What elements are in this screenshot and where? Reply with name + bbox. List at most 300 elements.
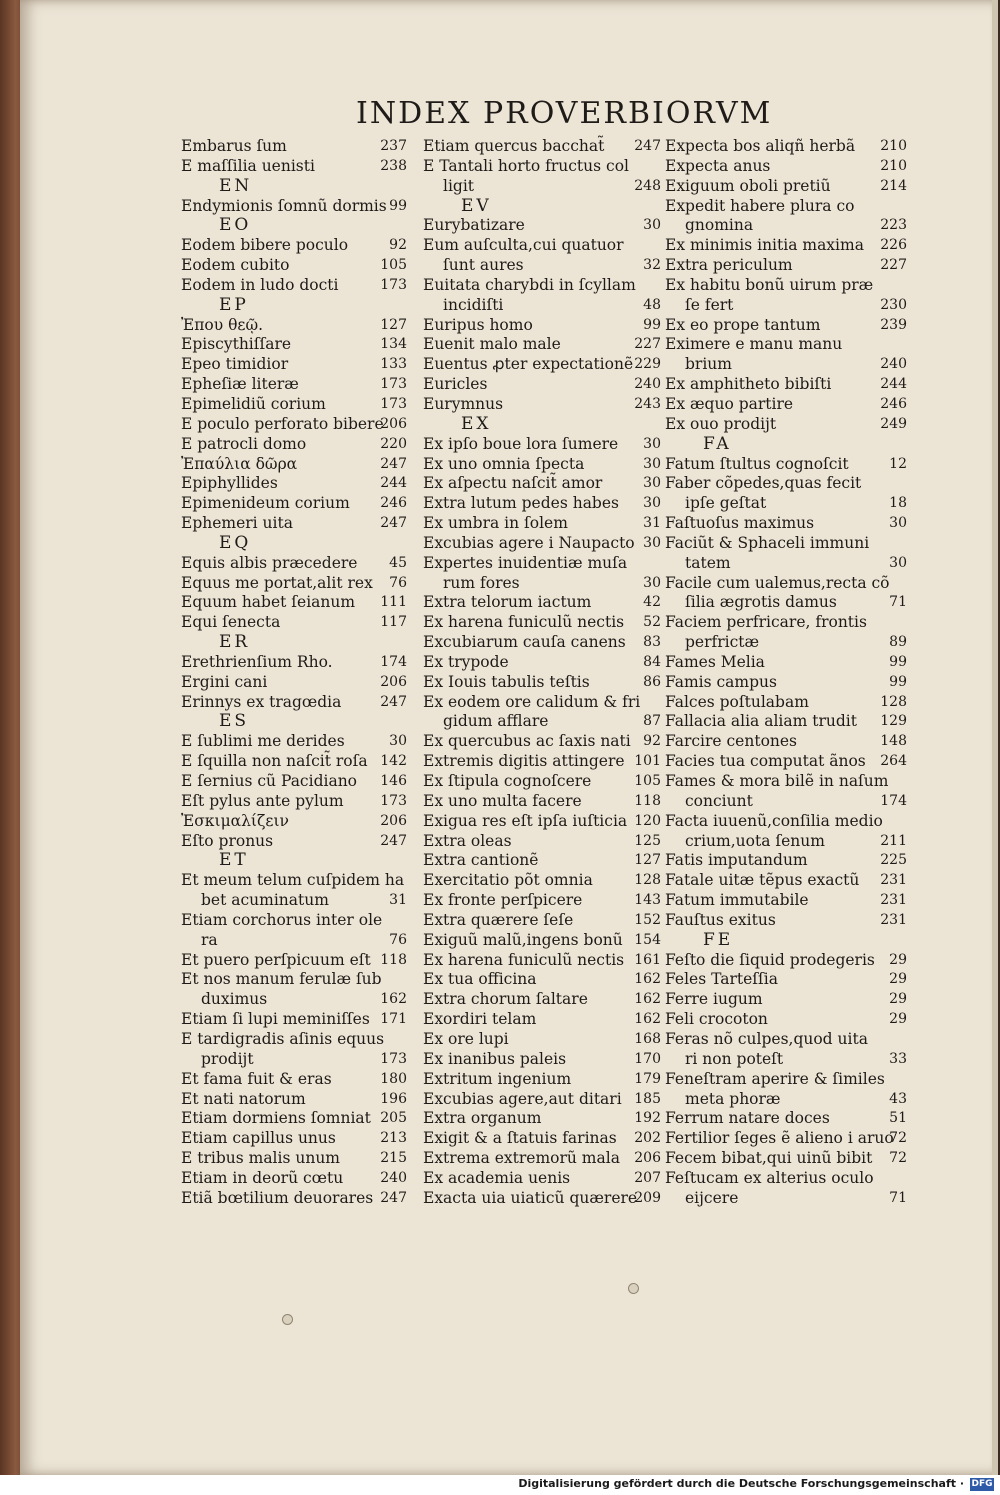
- page-number: 71: [889, 594, 907, 611]
- page-number: 206: [380, 673, 407, 690]
- entry-text: Et puero perſpicuum eſt: [181, 950, 371, 969]
- index-entry: [665, 177, 907, 197]
- entry-text: Fauſtus exitus: [665, 910, 776, 929]
- index-entry: [665, 951, 907, 971]
- entry-text: Feneſtram aperire & ſimiles: [665, 1069, 885, 1088]
- entry-text: Faciem perfricare, frontis: [665, 613, 867, 632]
- entry-text: Ex academia uenis: [423, 1168, 571, 1187]
- index-entry: [181, 772, 407, 792]
- entry-text: Et fama fuit & eras: [181, 1069, 332, 1088]
- entry-text: Extra quærere ſeſe: [423, 910, 574, 929]
- entry-text: E Tantali horto fructus col: [423, 156, 629, 175]
- entry-text: Ex minimis initia maxima: [665, 236, 864, 255]
- entry-text: Famis campus: [665, 672, 777, 691]
- page-number: 30: [389, 733, 407, 750]
- page-number: 146: [380, 773, 407, 789]
- page-number: 99: [389, 197, 407, 214]
- entry-text: Ex habitu bonũ uirum præ: [665, 275, 874, 294]
- entry-text: Feras nõ culpes,quod uita: [665, 1029, 868, 1048]
- entry-text: Excubias agere i Naupacto: [423, 533, 635, 552]
- entry-text: conciunt: [685, 791, 753, 810]
- entry-text: Ex uno omnia ſpecta: [423, 454, 585, 473]
- page-number: 99: [889, 653, 907, 670]
- entry-text: Ἐπου θεῷ.: [181, 315, 264, 334]
- entry-text: Extremis digitis attingere: [423, 752, 625, 771]
- page-number: 162: [380, 991, 407, 1008]
- page-number: 215: [380, 1150, 407, 1167]
- index-entry: [665, 335, 907, 355]
- entry-text: Excubiarum cauſa canens: [423, 633, 626, 652]
- entry-text: Et meum telum cuſpidem ha: [181, 871, 405, 890]
- page-number: 244: [880, 376, 907, 393]
- index-entry: [423, 355, 661, 375]
- index-entry: [181, 455, 407, 475]
- index-entry: [665, 970, 907, 990]
- entry-text: Ex umbra in ſolem: [423, 514, 568, 533]
- page-number: 87: [643, 713, 661, 730]
- entry-text: ra: [201, 930, 218, 949]
- page-number: 244: [380, 475, 407, 492]
- index-entry: [423, 653, 661, 673]
- index-entry: [181, 256, 407, 276]
- entry-text: Equi ſenecta: [181, 613, 281, 632]
- page-number: 128: [880, 693, 907, 710]
- index-entry: [665, 812, 907, 832]
- index-entry: [181, 990, 407, 1010]
- index-entry: [423, 574, 661, 594]
- index-entry: [181, 316, 407, 336]
- page-number: 230: [880, 296, 907, 313]
- entry-text: Feles Tarteſſia: [665, 970, 778, 989]
- page-number: 205: [380, 1110, 407, 1127]
- index-entry: [665, 673, 907, 693]
- page-number: 180: [380, 1070, 407, 1087]
- entry-text: brium: [685, 355, 732, 374]
- index-entry: [181, 871, 407, 891]
- index-entry: [181, 494, 407, 514]
- page-number: 173: [380, 395, 407, 412]
- page-number: 247: [634, 138, 661, 154]
- page-number: 207: [634, 1169, 661, 1186]
- entry-text: Eum auſculta,cui quatuor: [423, 236, 624, 255]
- index-entry: [423, 871, 661, 891]
- index-entry: [423, 911, 661, 931]
- entry-text: Epheſiæ literæ: [181, 375, 299, 394]
- entry-text: Extra chorum ſaltare: [423, 990, 588, 1009]
- index-entry: [423, 494, 661, 514]
- page-number: 246: [880, 395, 907, 412]
- index-entry: [423, 276, 661, 296]
- entry-text: Expedit habere plura co: [665, 196, 855, 215]
- page-number: 154: [634, 931, 661, 948]
- index-entry: [181, 554, 407, 574]
- index-entry: [665, 197, 907, 217]
- page-number: 240: [880, 356, 907, 373]
- page-number: 42: [643, 594, 661, 611]
- section-heading: [423, 197, 661, 217]
- entry-text: Fatum immutabile: [665, 891, 809, 910]
- index-entry: [423, 514, 661, 534]
- page-number: 240: [380, 1169, 407, 1186]
- page-number: 52: [643, 614, 661, 631]
- index-entry: [423, 216, 661, 236]
- page-number: 231: [880, 872, 907, 889]
- page-number: 229: [634, 356, 661, 373]
- page-number: 231: [880, 911, 907, 928]
- index-entry: [423, 137, 661, 157]
- entry-text: Et nos manum ferulæ ſub: [181, 970, 382, 989]
- entry-text: Ephemeri uita: [181, 514, 293, 533]
- index-entry: [181, 157, 407, 177]
- entry-text: Faber cõpedes,quas fecit: [665, 474, 862, 493]
- entry-text: Expertes inuidentiæ muſa: [423, 553, 628, 572]
- entry-text: Exiguũ malũ,ingens bonũ: [423, 930, 623, 949]
- section-letters: ES: [219, 711, 250, 732]
- index-entry: [423, 812, 661, 832]
- entry-text: Expecta bos aliqñ herbã: [665, 137, 856, 155]
- entry-text: Ex ipſo boue lora ſumere: [423, 434, 619, 453]
- page-number: 162: [634, 991, 661, 1008]
- entry-text: Ex tua officina: [423, 970, 537, 989]
- page-number: 202: [634, 1130, 661, 1147]
- index-entry: [423, 296, 661, 316]
- page-number: 72: [889, 1150, 907, 1167]
- entry-text: Euripus homo: [423, 315, 533, 334]
- page-number: 170: [634, 1050, 661, 1067]
- index-entry: [665, 375, 907, 395]
- index-entry: [181, 752, 407, 772]
- section-heading: [181, 534, 407, 554]
- entry-text: Etiã bœtilium deuorares: [181, 1188, 374, 1207]
- index-entry: [423, 772, 661, 792]
- page-number: 92: [389, 237, 407, 254]
- section-heading: [423, 415, 661, 435]
- entry-text: Ferrum natare doces: [665, 1109, 830, 1128]
- entry-text: Exigua res eſt ipſa iuſticia: [423, 811, 628, 830]
- index-entry: [665, 832, 907, 852]
- paper-blemish: [628, 1283, 639, 1294]
- page-number: 101: [634, 753, 661, 770]
- page-number: 237: [380, 138, 407, 154]
- footer-credit: Digitalisierung gefördert durch die Deutsche Forschungsgemeinschaft ·: [518, 1477, 964, 1490]
- page-number: 264: [880, 753, 907, 770]
- page-number: 214: [880, 177, 907, 194]
- entry-text: E ſernius cũ Pacidiano: [181, 772, 358, 790]
- section-letters: EP: [219, 294, 249, 315]
- entry-text: Feſtucam ex alterius oculo: [665, 1168, 874, 1187]
- index-entry: [423, 1030, 661, 1050]
- page-number: 240: [634, 376, 661, 393]
- entry-text: E tribus malis unum: [181, 1149, 341, 1168]
- entry-text: Ex ouo prodijt: [665, 414, 777, 433]
- page-number: 30: [889, 554, 907, 571]
- index-entry: [423, 335, 661, 355]
- entry-text: Eſto pronus: [181, 831, 274, 850]
- entry-text: Euitata charybdi in ſcyllam: [423, 275, 636, 294]
- index-entry: [181, 970, 407, 990]
- page-number: 117: [380, 614, 407, 631]
- entry-text: E poculo perforato bibere: [181, 414, 384, 433]
- page-number: 76: [389, 574, 407, 591]
- page-number: 29: [889, 991, 907, 1008]
- entry-text: Ex aſpectu naſcit̃ amor: [423, 474, 603, 493]
- entry-text: Extra telorum iactum: [423, 593, 592, 612]
- entry-text: Extra oleas: [423, 831, 512, 850]
- page-number: 86: [643, 673, 661, 690]
- section-letters: EV: [461, 195, 492, 216]
- index-entry: [423, 534, 661, 554]
- section-heading: [181, 633, 407, 653]
- entry-text: Etiam corchorus inter ole: [181, 910, 383, 929]
- entry-text: Euricles: [423, 375, 488, 394]
- index-entry: [423, 891, 661, 911]
- index-column-3: [665, 137, 907, 1209]
- index-entry: [181, 137, 407, 157]
- index-entry: [665, 613, 907, 633]
- page-number: 71: [889, 1189, 907, 1206]
- entry-text: Extrema extremorũ mala: [423, 1149, 620, 1168]
- page-number: 206: [380, 812, 407, 829]
- index-entry: [423, 633, 661, 653]
- entry-text: Epiphyllides: [181, 474, 278, 493]
- index-entry: [181, 1149, 407, 1169]
- index-entry: [181, 435, 407, 455]
- entry-text: Faſtuoſus maximus: [665, 514, 815, 533]
- index-entry: [423, 931, 661, 951]
- page-number: 30: [643, 574, 661, 591]
- index-entry: [181, 474, 407, 494]
- page-number: 133: [380, 356, 407, 373]
- entry-text: Equis albis præcedere: [181, 553, 358, 572]
- dfg-logo: DFG: [971, 1479, 993, 1489]
- entry-text: ſunt aures: [443, 256, 524, 275]
- entry-text: Feli crocoton: [665, 1010, 768, 1029]
- index-entry: [181, 613, 407, 633]
- index-entry: [665, 1050, 907, 1070]
- entry-text: eijcere: [685, 1188, 739, 1207]
- index-entry: [423, 1149, 661, 1169]
- index-entry: [665, 157, 907, 177]
- section-heading: [181, 712, 407, 732]
- entry-text: ipſe geſtat: [685, 494, 767, 513]
- page-title: INDEX PROVERBIORVM: [356, 96, 773, 131]
- entry-text: Ex Iouis tabulis teſtis: [423, 672, 590, 691]
- page-number: 173: [380, 276, 407, 293]
- page-number: 30: [643, 435, 661, 452]
- page-number: 173: [380, 792, 407, 809]
- index-entry: [665, 1030, 907, 1050]
- index-entry: [665, 296, 907, 316]
- index-entry: [181, 415, 407, 435]
- index-entry: [665, 891, 907, 911]
- index-entry: [181, 792, 407, 812]
- page-number: 143: [634, 892, 661, 909]
- entry-text: Exordiri telam: [423, 1010, 537, 1029]
- index-entry: [665, 574, 907, 594]
- entry-text: Extra periculum: [665, 256, 793, 275]
- index-entry: [181, 355, 407, 375]
- entry-text: bet acuminatum: [201, 891, 329, 910]
- entry-text: Extritum ingenium: [423, 1069, 572, 1088]
- index-entry: [665, 792, 907, 812]
- index-entry: [665, 593, 907, 613]
- page-number: 210: [880, 157, 907, 174]
- index-entry: [181, 574, 407, 594]
- page-number: 196: [380, 1090, 407, 1107]
- index-entry: [665, 851, 907, 871]
- page-number: 220: [380, 435, 407, 452]
- page-number: 248: [634, 177, 661, 194]
- index-entry: [665, 514, 907, 534]
- page-number: 118: [634, 792, 661, 809]
- entry-text: Eodem cubito: [181, 256, 290, 275]
- entry-text: Fatale uitæ tẽpus exactũ: [665, 871, 860, 890]
- index-entry: [665, 712, 907, 732]
- page-number: 134: [380, 336, 407, 353]
- page-number: 173: [380, 376, 407, 393]
- page-number: 99: [643, 316, 661, 333]
- entry-text: Extra organum: [423, 1109, 542, 1128]
- index-entry: [423, 990, 661, 1010]
- index-entry: [181, 1050, 407, 1070]
- index-entry: [181, 931, 407, 951]
- index-entry: [423, 455, 661, 475]
- index-entry: [181, 375, 407, 395]
- index-entry: [423, 554, 661, 574]
- index-entry: [423, 1189, 661, 1209]
- page-number: 238: [380, 157, 407, 174]
- index-entry: [423, 673, 661, 693]
- index-entry: [181, 1090, 407, 1110]
- entry-text: Expecta anus: [665, 156, 771, 175]
- entry-text: E maſſilia uenisti: [181, 156, 315, 175]
- index-entry: [665, 1129, 907, 1149]
- section-heading: [181, 296, 407, 316]
- entry-text: Falces poſtulabam: [665, 692, 809, 711]
- entry-text: E tardigradis aſinis equus: [181, 1029, 385, 1048]
- page-number: 227: [634, 336, 661, 353]
- index-entry: [423, 593, 661, 613]
- page-number: 45: [389, 554, 407, 571]
- page-number: 89: [889, 634, 907, 651]
- index-entry: [181, 812, 407, 832]
- entry-text: Ἐπαύλια δῶρα: [181, 454, 298, 473]
- entry-text: Fatis imputandum: [665, 851, 808, 870]
- page-number: 76: [389, 931, 407, 948]
- entry-text: rum fores: [443, 573, 520, 592]
- index-entry: [665, 1090, 907, 1110]
- entry-text: Facile cum ualemus,recta cõ: [665, 573, 890, 592]
- index-entry: [665, 772, 907, 792]
- page-number: 142: [380, 753, 407, 770]
- entry-text: ri non poteſt: [685, 1049, 784, 1068]
- entry-text: Epimenideum corium: [181, 494, 350, 513]
- index-entry: [181, 1109, 407, 1129]
- index-entry: [181, 673, 407, 693]
- page-number: 168: [634, 1030, 661, 1047]
- entry-text: Etiam in deorũ cœtu: [181, 1168, 344, 1187]
- entry-text: Ex trypode: [423, 652, 509, 671]
- entry-text: prodijt: [201, 1049, 254, 1068]
- index-entry: [181, 236, 407, 256]
- page-number: 127: [380, 316, 407, 333]
- entry-text: Erethrienſium Rho.: [181, 652, 333, 671]
- index-entry: [181, 1070, 407, 1090]
- entry-text: Eodem in ludo docti: [181, 275, 339, 294]
- index-entry: [665, 236, 907, 256]
- page-number: 129: [880, 713, 907, 730]
- page-number: 30: [643, 534, 661, 551]
- page-number: 225: [880, 852, 907, 869]
- page-number: 247: [380, 693, 407, 710]
- page-number: 127: [634, 852, 661, 869]
- entry-text: Et nati natorum: [181, 1089, 306, 1108]
- index-entry: [181, 197, 407, 217]
- entry-text: tatem: [685, 553, 731, 572]
- page-number: 171: [380, 1011, 407, 1028]
- section-heading: [665, 435, 907, 455]
- section-letters: ET: [219, 850, 249, 871]
- entry-text: Euenit malo male: [423, 335, 561, 354]
- entry-text: Fallacia alia aliam trudit: [665, 712, 857, 731]
- page-number: 29: [889, 971, 907, 988]
- entry-text: meta phoræ: [685, 1089, 781, 1108]
- entry-text: Endymionis ſomnũ dormis: [181, 196, 387, 215]
- section-heading: [181, 177, 407, 197]
- page-number: 12: [889, 455, 907, 472]
- entry-text: Farcire centones: [665, 732, 798, 751]
- index-entry: [665, 1149, 907, 1169]
- entry-text: Ex æquo partire: [665, 394, 794, 413]
- entry-text: Eurybatizare: [423, 216, 525, 235]
- index-entry: [423, 1169, 661, 1189]
- entry-text: Faciũt & Sphaceli immuni: [665, 533, 870, 552]
- entry-text: Ex eodem ore calidum & fri: [423, 692, 641, 711]
- page-number: 162: [634, 1011, 661, 1028]
- index-entry: [423, 693, 661, 713]
- index-entry: [423, 712, 661, 732]
- page-number: 118: [380, 951, 407, 968]
- index-entry: [665, 693, 907, 713]
- entry-text: Ex ore lupi: [423, 1029, 509, 1048]
- index-entry: [181, 1189, 407, 1209]
- index-entry: [423, 474, 661, 494]
- entry-text: Fecem bibat,qui uinũ bibit: [665, 1149, 873, 1168]
- index-entry: [181, 335, 407, 355]
- index-entry: [665, 554, 907, 574]
- index-entry: [181, 514, 407, 534]
- entry-text: Etiam dormiens ſomniat: [181, 1109, 371, 1128]
- page-number: 239: [880, 316, 907, 333]
- entry-text: Ex eo prope tantum: [665, 315, 821, 334]
- entry-text: Eſt pylus ante pylum: [181, 791, 344, 810]
- entry-text: Eodem bibere poculo: [181, 236, 349, 255]
- page-number: 211: [880, 832, 907, 849]
- page-number: 148: [880, 733, 907, 750]
- page-number: 18: [889, 495, 907, 512]
- page-number: 30: [643, 495, 661, 512]
- page-number: 29: [889, 1011, 907, 1028]
- index-entry: [423, 177, 661, 197]
- index-entry: [665, 216, 907, 236]
- page-number: 30: [643, 475, 661, 492]
- entry-text: E ſublimi me derides: [181, 732, 345, 751]
- page-number: 128: [634, 872, 661, 889]
- paper-blemish: [282, 1314, 293, 1325]
- section-letters: FE: [703, 929, 734, 950]
- page-number: 247: [380, 832, 407, 849]
- page-number: 162: [634, 971, 661, 988]
